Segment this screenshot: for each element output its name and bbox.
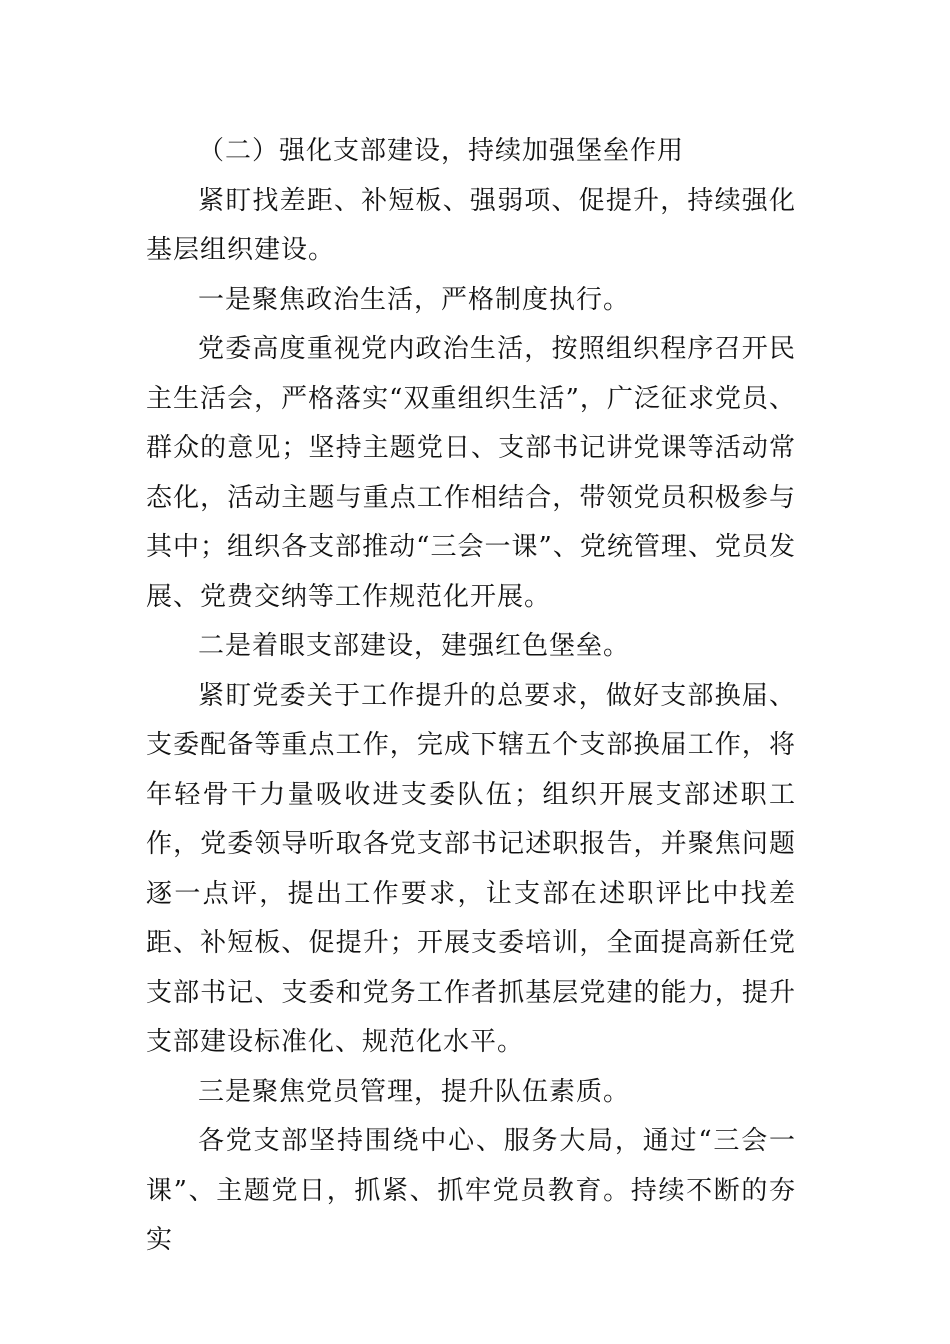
body-paragraph: 紧盯找差距、补短板、强弱项、促提升，持续强化基层组织建设。	[146, 185, 796, 265]
body-paragraph: 紧盯党委关于工作提升的总要求，做好支部换届、支委配备等重点工作，完成下辖五个支部换届工作，将年轻骨干力量吸收进支委队伍；组织开展支部述职工作，党委领导听取各党支部书记述职报告，并聚焦问题逐一点评，提出工作要求，让支部在述职评比中找差距、补短板、促提升；开展支委培训，全面提高新任党支部书记、支委和党务工作者抓基层党建的能力，提升支部建设标准化、规范化水平。	[146, 680, 796, 1057]
document-body	[146, 127, 796, 1266]
subheading: 二是着眼支部建设，建强红色堡垒。	[198, 631, 631, 661]
section-heading: （二）强化支部建设，持续加强堡垒作用	[198, 136, 685, 166]
subheading: 三是聚焦党员管理，提升队伍素质。	[198, 1076, 631, 1107]
body-paragraph: 党委高度重视党内政治生活，按照组织程序召开民主生活会，严格落实“双重组织生活”，广泛征求党员、群众的意见；坚持主题党日、支部书记讲党课等活动常态化，活动主题与重点工作相结合，带领党员积极参与其中；组织各支部推动“三会一课”、党统管理、党员发展、党费交纳等工作规范化开展。	[146, 334, 796, 612]
body-paragraph: 各党支部坚持围绕中心、服务大局，通过“三会一课”、主题党日，抓紧、抓牢党员教育。持续不断的夯实	[146, 1126, 796, 1255]
subheading: 一是聚焦政治生活，严格制度执行。	[198, 284, 631, 315]
